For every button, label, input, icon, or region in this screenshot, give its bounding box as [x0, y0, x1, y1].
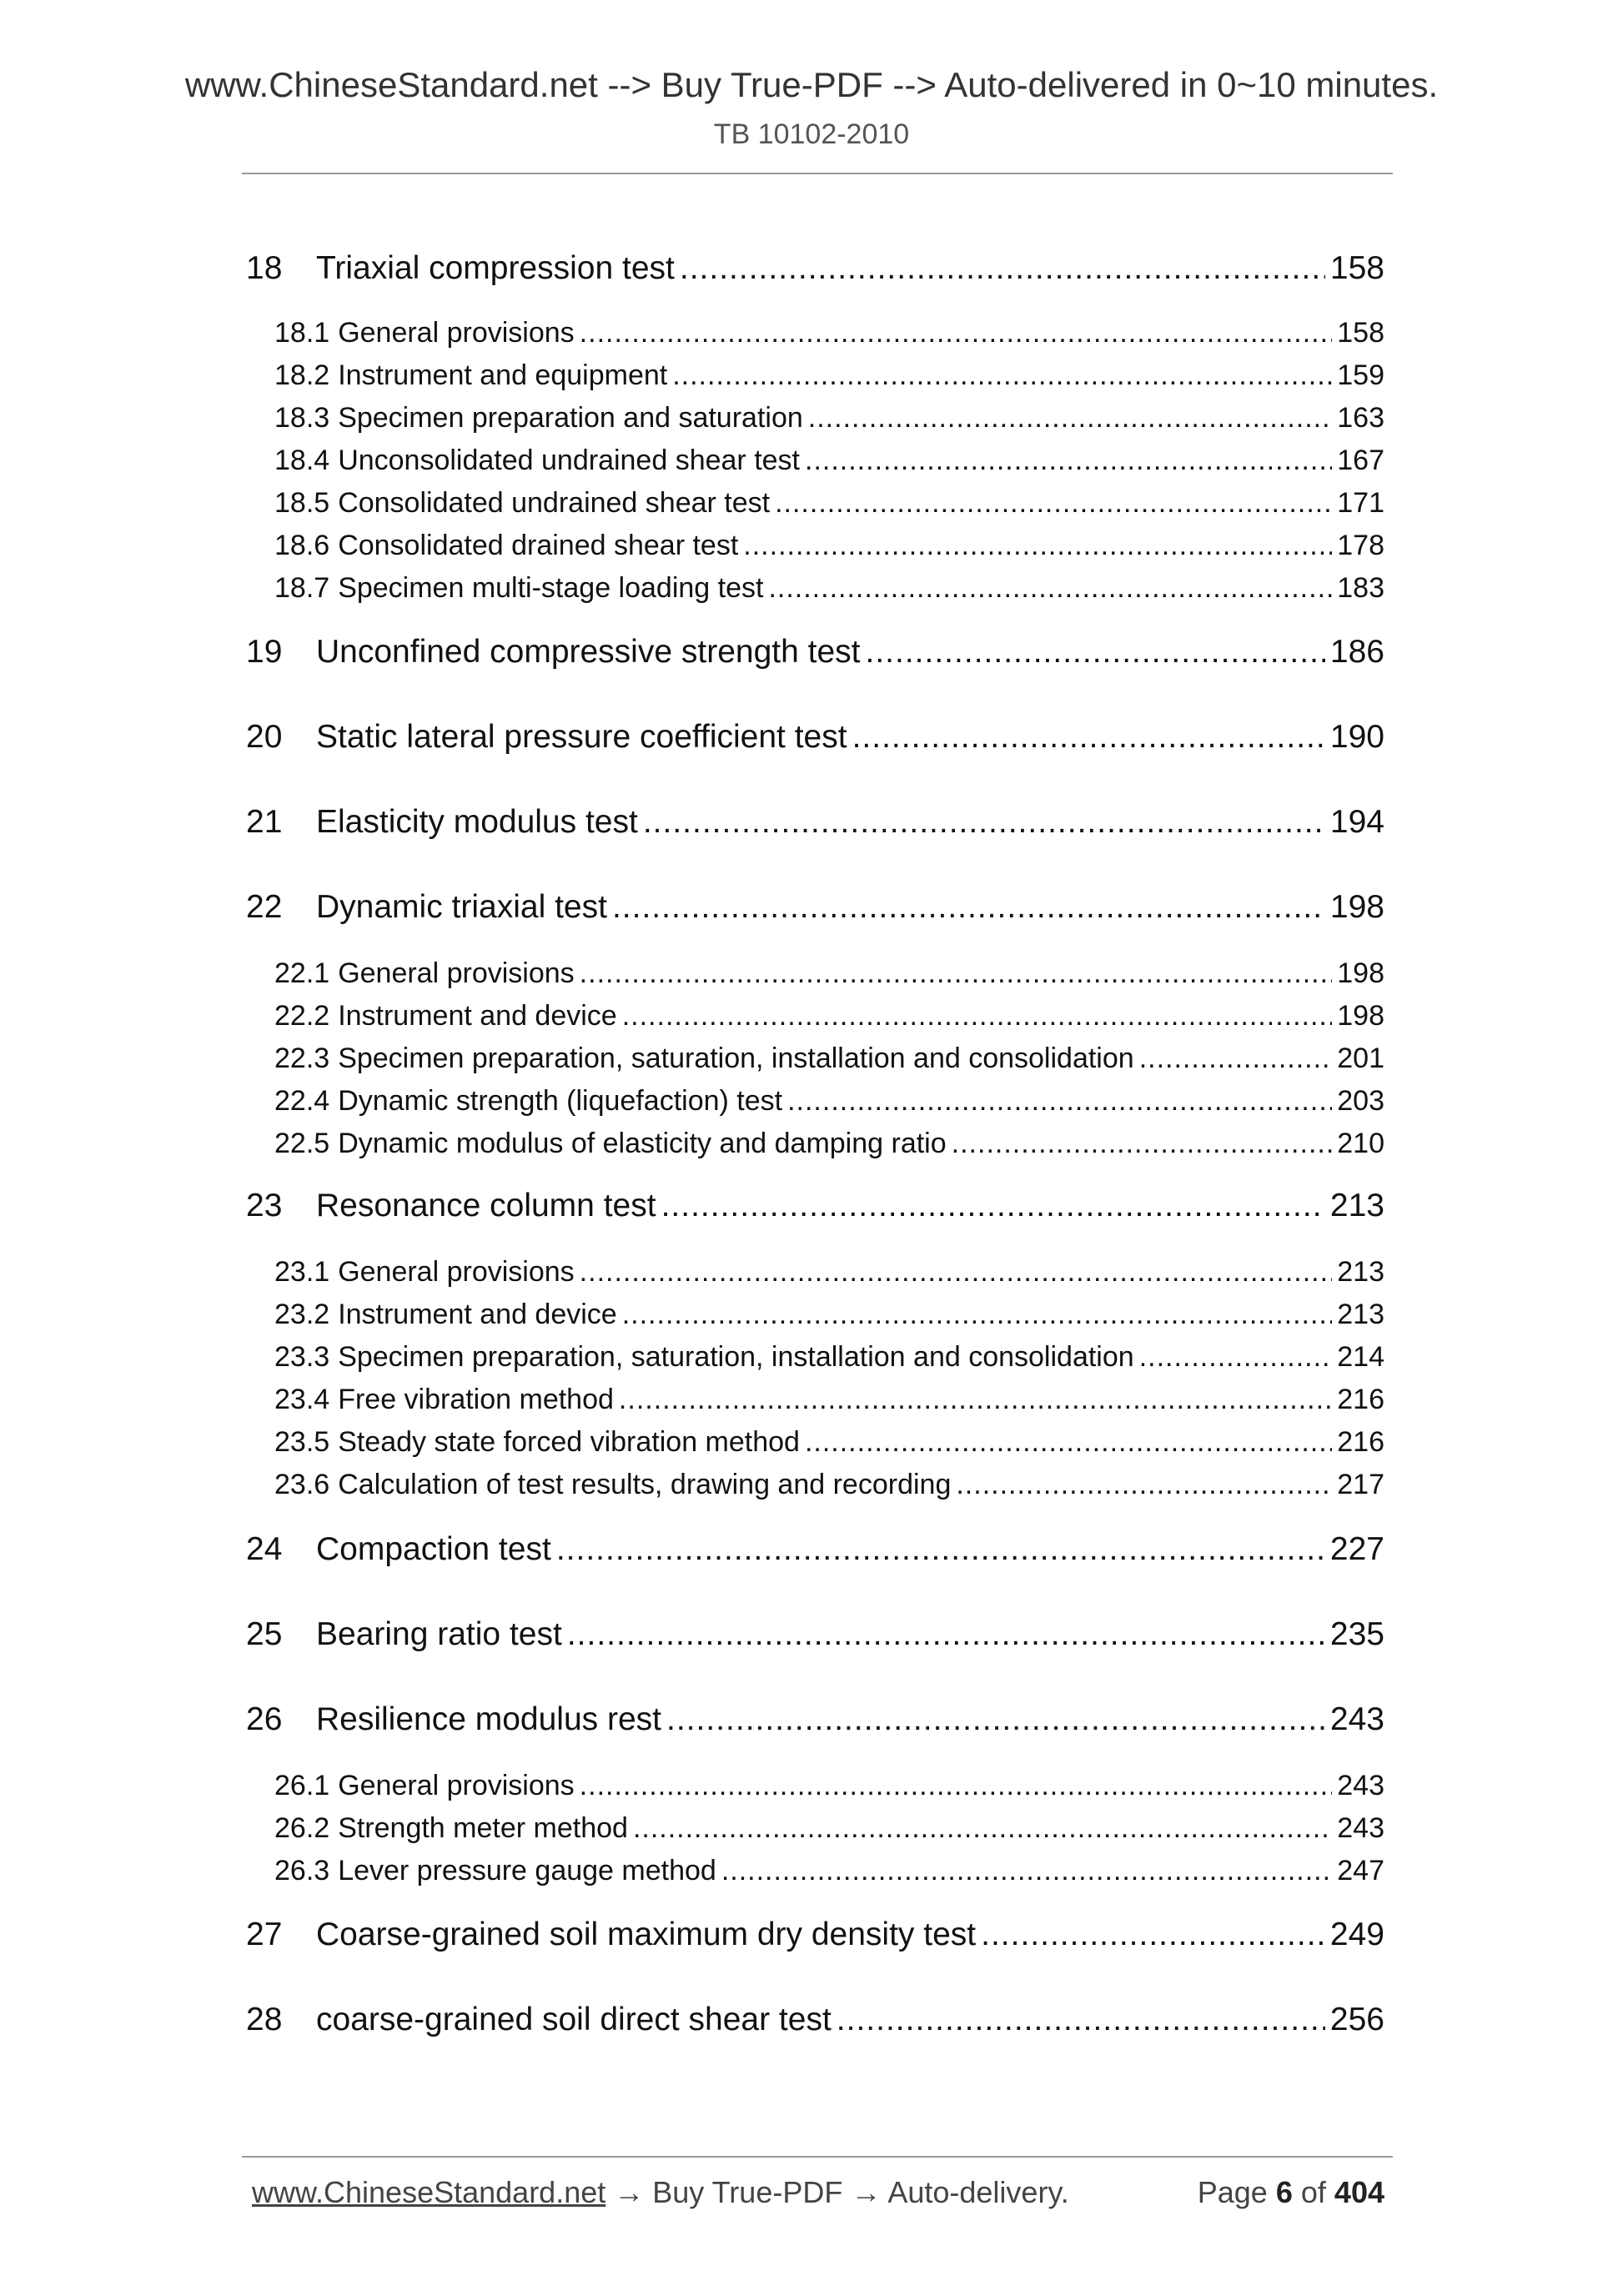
toc-entry-page: 213: [1329, 1188, 1384, 1223]
toc-leader-dots: [743, 530, 1332, 562]
toc-entry-title: Bearing ratio test: [316, 1616, 562, 1652]
toc-entry-title: Static lateral pressure coefficient test: [316, 719, 847, 755]
toc-leader-dots: [612, 889, 1325, 926]
toc-entry-number: 24: [246, 1531, 283, 1567]
toc-entry-number: 18.6: [274, 530, 330, 561]
toc-entry[interactable]: [246, 719, 1384, 756]
toc-entry-number: 22.4: [274, 1085, 330, 1117]
toc-entry-number: 18.7: [274, 572, 330, 604]
toc-entry-page: 201: [1337, 1042, 1384, 1074]
toc-leader-dots: [672, 359, 1332, 392]
toc-leader-dots: [643, 804, 1325, 841]
toc-entry-title: Strength meter method: [338, 1812, 628, 1844]
toc-entry-title: Consolidated undrained shear test: [338, 487, 771, 519]
toc-entry[interactable]: [246, 1188, 1384, 1224]
toc-entry[interactable]: [246, 1701, 1384, 1738]
toc-leader-dots: [633, 1812, 1332, 1845]
toc-entry-number: 19: [246, 634, 283, 670]
toc-entry-page: 203: [1337, 1085, 1384, 1117]
toc-entry-number: 22: [246, 889, 283, 925]
toc-leader-dots: [721, 1855, 1332, 1887]
toc-leader-dots: [768, 572, 1332, 605]
toc-entry-title: Unconfined compressive strength test: [316, 634, 861, 670]
footer-left: [252, 2175, 1069, 2210]
toc-leader-dots: [580, 1256, 1333, 1289]
toc-entry-page: 190: [1329, 719, 1384, 755]
toc-leader-dots: [837, 2002, 1325, 2038]
toc-entry-page: 217: [1337, 1469, 1384, 1500]
toc-entry-page: 243: [1337, 1812, 1384, 1844]
toc-leader-dots: [580, 317, 1333, 349]
toc-entry-title: Triaxial compression test: [316, 250, 675, 286]
toc-entry[interactable]: [246, 1299, 1384, 1331]
toc-entry-title: Specimen preparation, saturation, installation and consolidation: [338, 1042, 1134, 1074]
toc-entry-title: Dynamic strength (liquefaction) test: [338, 1085, 783, 1117]
standard-code: TB 10102-2010: [713, 118, 910, 150]
toc-entry-number: 25: [246, 1616, 283, 1652]
footer-site-link[interactable]: www.ChineseStandard.net: [252, 2175, 606, 2209]
toc-entry-page: 214: [1337, 1341, 1384, 1373]
toc-entry-title: Elasticity modulus test: [316, 804, 638, 840]
toc-entry-title: General provisions: [338, 1770, 575, 1801]
toc-entry[interactable]: [246, 1085, 1384, 1118]
toc-entry[interactable]: [246, 487, 1384, 520]
toc-leader-dots: [808, 402, 1332, 435]
toc-entry-title: Specimen multi-stage loading test: [338, 572, 764, 604]
toc-entry[interactable]: [246, 402, 1384, 435]
toc-leader-dots: [622, 1299, 1333, 1331]
toc-entry[interactable]: [246, 530, 1384, 562]
toc-entry-page: 159: [1337, 359, 1384, 391]
toc-entry-page: 167: [1337, 445, 1384, 476]
toc-entry[interactable]: [246, 1616, 1384, 1653]
toc-entry-number: 18: [246, 250, 283, 286]
toc-leader-dots: [956, 1469, 1332, 1501]
footer-delivery-text: → Buy True-PDF → Auto-delivery.: [614, 2175, 1069, 2209]
page-current: 6: [1275, 2175, 1293, 2209]
toc-entry-title: Compaction test: [316, 1531, 551, 1567]
toc-entry-title: Lever pressure gauge method: [338, 1855, 716, 1887]
toc-leader-dots: [852, 719, 1325, 756]
toc-entry-title: General provisions: [338, 957, 575, 989]
toc-entry[interactable]: [246, 634, 1384, 671]
toc-entry-number: 23: [246, 1188, 283, 1223]
toc-entry-number: 18.3: [274, 402, 330, 434]
toc-leader-dots: [866, 634, 1325, 671]
toc-leader-dots: [952, 1128, 1333, 1160]
toc-entry-page: 210: [1337, 1128, 1384, 1159]
toc-entry-title: Calculation of test results, drawing and recording: [338, 1469, 952, 1500]
toc-entry-page: 243: [1337, 1770, 1384, 1801]
toc-leader-dots: [661, 1188, 1325, 1224]
toc-entry-page: 158: [1329, 250, 1384, 286]
toc-entry[interactable]: [246, 359, 1384, 392]
toc-leader-dots: [580, 957, 1333, 990]
toc-entry-page: 256: [1329, 2002, 1384, 2037]
toc-entry[interactable]: [246, 1256, 1384, 1289]
header-banner: www.ChineseStandard.net --> Buy True-PDF --> Auto-delivered in 0~10 minutes.: [184, 65, 1439, 104]
toc-leader-dots: [981, 1917, 1325, 1953]
toc-entry[interactable]: [246, 889, 1384, 926]
page-of-label: of: [1300, 2175, 1326, 2209]
page-indicator: [1198, 2175, 1384, 2210]
toc-entry-number: 18.1: [274, 317, 330, 349]
toc-entry-number: 22.5: [274, 1128, 330, 1159]
toc-entry[interactable]: [246, 1469, 1384, 1501]
toc-entry-title: Instrument and equipment: [338, 359, 668, 391]
toc-entry-number: 22.1: [274, 957, 330, 989]
toc-entry-page: 163: [1337, 402, 1384, 434]
toc-leader-dots: [666, 1701, 1325, 1738]
toc-entry[interactable]: [246, 445, 1384, 477]
toc-leader-dots: [1139, 1042, 1333, 1075]
toc-entry-title: Dynamic triaxial test: [316, 889, 607, 925]
toc-leader-dots: [619, 1384, 1332, 1416]
toc-entry-page: 249: [1329, 1917, 1384, 1952]
toc-entry-number: 28: [246, 2002, 283, 2037]
toc-leader-dots: [805, 1426, 1332, 1459]
toc-entry-number: 22.3: [274, 1042, 330, 1074]
toc-leader-dots: [1139, 1341, 1333, 1374]
toc-entry[interactable]: [246, 250, 1384, 287]
toc-entry-page: 198: [1337, 1000, 1384, 1032]
toc-leader-dots: [622, 1000, 1333, 1032]
toc-entry-page: 227: [1329, 1531, 1384, 1567]
toc-entry[interactable]: [246, 1000, 1384, 1032]
toc-entry-number: 23.5: [274, 1426, 330, 1458]
toc-entry-title: Specimen preparation and saturation: [338, 402, 803, 434]
toc-entry[interactable]: [246, 317, 1384, 349]
toc-entry[interactable]: [246, 572, 1384, 605]
toc-entry-page: 247: [1337, 1855, 1384, 1887]
toc-entry-number: 23.1: [274, 1256, 330, 1288]
toc-leader-dots: [787, 1085, 1332, 1118]
toc-entry[interactable]: [246, 2002, 1384, 2038]
toc-entry-number: 23.3: [274, 1341, 330, 1373]
page-footer: [252, 2175, 1384, 2210]
footer-divider: [242, 2156, 1393, 2158]
toc-entry-title: Instrument and device: [338, 1000, 617, 1032]
toc-entry[interactable]: [246, 1855, 1384, 1887]
toc-entry-number: 27: [246, 1917, 283, 1952]
toc-entry-page: 158: [1337, 317, 1384, 349]
toc-entry-title: Free vibration method: [338, 1384, 614, 1415]
toc-entry-number: 20: [246, 719, 283, 755]
toc-entry-number: 23.2: [274, 1299, 330, 1330]
toc-entry[interactable]: [246, 1341, 1384, 1374]
toc-entry-number: 21: [246, 804, 283, 840]
toc-entry-title: General provisions: [338, 317, 575, 349]
page-total: 404: [1334, 2175, 1384, 2209]
toc-entry-title: coarse-grained soil direct shear test: [316, 2002, 832, 2037]
toc-entry-number: 26.2: [274, 1812, 330, 1844]
toc-entry[interactable]: [246, 1917, 1384, 1953]
toc-entry[interactable]: [246, 804, 1384, 841]
toc-leader-dots: [775, 487, 1332, 520]
toc-entry[interactable]: [246, 1812, 1384, 1845]
toc-entry-page: 216: [1337, 1384, 1384, 1415]
toc-leader-dots: [580, 1770, 1333, 1802]
toc-entry[interactable]: [246, 1042, 1384, 1075]
toc-entry-title: Specimen preparation, saturation, installation and consolidation: [338, 1341, 1134, 1373]
toc-entry-title: Steady state forced vibration method: [338, 1426, 800, 1458]
toc-entry-title: Dynamic modulus of elasticity and damping ratio: [338, 1128, 947, 1159]
toc-leader-dots: [680, 250, 1325, 287]
toc-entry-title: Instrument and device: [338, 1299, 617, 1330]
toc-entry-title: Consolidated drained shear test: [338, 530, 739, 561]
toc-entry-page: 183: [1337, 572, 1384, 604]
toc-entry[interactable]: [246, 1531, 1384, 1568]
toc-leader-dots: [805, 445, 1332, 477]
toc-entry-number: 18.5: [274, 487, 330, 519]
page-label: Page: [1197, 2175, 1268, 2209]
toc-entry-title: Resonance column test: [316, 1188, 656, 1223]
toc-entry-title: General provisions: [338, 1256, 575, 1288]
toc-leader-dots: [556, 1531, 1325, 1568]
toc-entry-page: 198: [1337, 957, 1384, 989]
toc-leader-dots: [567, 1616, 1325, 1653]
toc-entry[interactable]: [246, 1128, 1384, 1160]
toc-entry-number: 26: [246, 1701, 283, 1737]
toc-entry-page: 186: [1329, 634, 1384, 670]
toc-entry-number: 18.4: [274, 445, 330, 476]
toc-entry-page: 178: [1337, 530, 1384, 561]
toc-entry-title: Coarse-grained soil maximum dry density test: [316, 1917, 977, 1952]
toc-entry-page: 194: [1329, 804, 1384, 840]
toc-entry-page: 243: [1329, 1701, 1384, 1737]
toc-entry[interactable]: [246, 957, 1384, 990]
toc-entry-page: 216: [1337, 1426, 1384, 1458]
toc-entry-number: 23.4: [274, 1384, 330, 1415]
toc-entry-title: Unconsolidated undrained shear test: [338, 445, 800, 476]
toc-entry-number: 18.2: [274, 359, 330, 391]
toc-entry-page: 235: [1329, 1616, 1384, 1652]
toc-entry-title: Resilience modulus rest: [316, 1701, 662, 1737]
toc-entry-page: 171: [1337, 487, 1384, 519]
toc-entry-page: 213: [1337, 1256, 1384, 1288]
toc-entry-page: 213: [1337, 1299, 1384, 1330]
toc-entry-number: 22.2: [274, 1000, 330, 1032]
toc-entry[interactable]: [246, 1770, 1384, 1802]
toc-entry[interactable]: [246, 1426, 1384, 1459]
toc-entry-page: 198: [1329, 889, 1384, 925]
toc-entry-number: 26.1: [274, 1770, 330, 1801]
toc-entry-number: 23.6: [274, 1469, 330, 1500]
toc-entry[interactable]: [246, 1384, 1384, 1416]
toc-entry-number: 26.3: [274, 1855, 330, 1887]
header-divider: [242, 173, 1393, 174]
